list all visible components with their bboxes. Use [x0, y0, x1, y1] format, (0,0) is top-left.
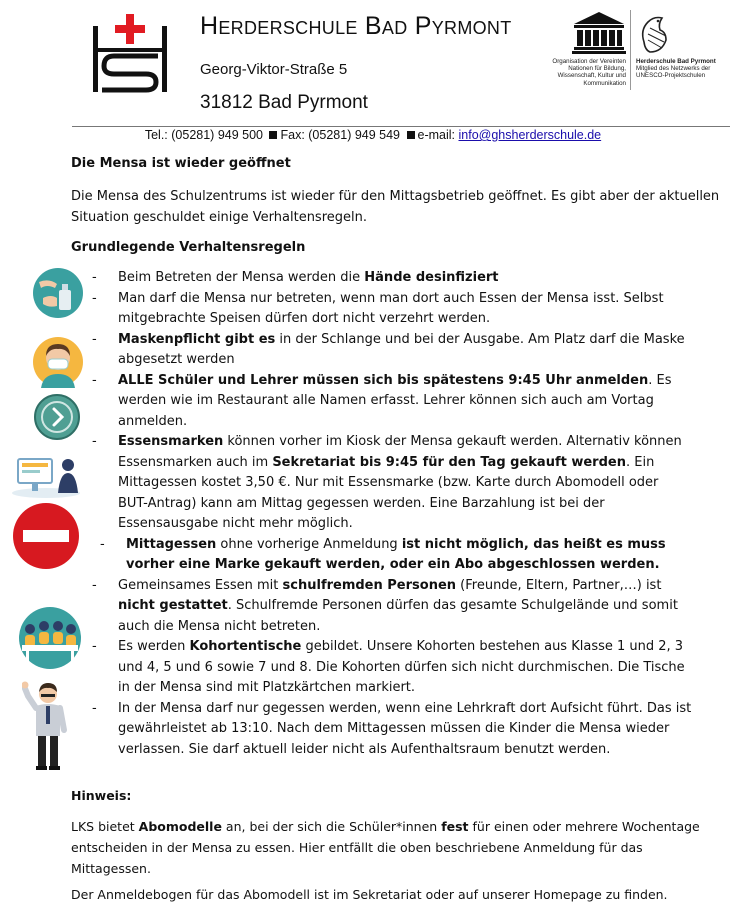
group-table-icon — [16, 607, 84, 669]
school-logo-icon — [88, 12, 172, 94]
rule-item — [92, 699, 692, 761]
rule-bold: Hände desinfiziert — [364, 270, 499, 285]
rule-bold: nicht gestattet — [118, 598, 228, 613]
unesco-caption: Organisation der Vereinten Nationen für Bildung, Wissenschaft, Kultur und Kommunikation — [552, 58, 626, 87]
rule-bold: Kohortentische — [189, 639, 302, 654]
hand-sanitizer-icon — [33, 268, 83, 318]
unesco-temple-icon — [572, 10, 626, 56]
rule-bold: Maskenpflicht gibt es — [118, 331, 276, 347]
contact-fax: Fax: (05281) 949 549 — [280, 128, 401, 142]
contact-email-link[interactable]: info@ghsherderschule.de — [458, 128, 602, 142]
rule-item — [92, 371, 692, 433]
rule-item — [92, 637, 692, 699]
note-heading: Hinweis: — [71, 788, 132, 803]
herder-bird-logo-icon — [636, 12, 672, 56]
rule-bold: ist nicht möglich, das heißt es muss vorher eine Marke gekauft werden, oder ein Abo abgeschlossen werden. — [126, 536, 666, 572]
rule-text: Man darf die Mensa nur betreten, wenn man dort auch Essen der Mensa isst. Selbst mitgebrachte Speisen dürfen dort nicht verzehrt werden. — [118, 290, 664, 326]
rule-item — [92, 330, 692, 371]
arrow-right-circle-icon — [33, 393, 81, 441]
header-divider — [72, 126, 730, 127]
contact-tel: Tel.: (05281) 949 500 — [144, 128, 263, 142]
rules-list — [92, 268, 692, 760]
note-text: an, bei der sich die Schüler*innen — [221, 819, 442, 834]
rule-text: In der Mensa darf nur gegessen werden, wenn eine Lehrkraft dort Aufsicht führt. Das ist gewährleistet ab 13:10. Nach dem Mittagessen müssen die Kinder die Mensa wieder verlassen. Sie darf aktuell leider nicht als Aufenthaltsraum benutzt werden. — [118, 700, 692, 757]
rule-bold: schulfremden Personen — [282, 577, 457, 593]
rule-text: ohne vorherige Anmeldung — [216, 536, 402, 552]
section-heading-mensa-open: Die Mensa ist wieder geöffnet — [71, 156, 291, 171]
rule-text: in der Schlange und bei der Ausgabe. Am Platz darf die Maske abgesetzt werden — [118, 331, 685, 367]
square-bullet-icon — [407, 131, 415, 139]
masked-person-icon — [33, 336, 83, 388]
square-bullet-icon — [269, 131, 277, 139]
note-bold: fest — [441, 819, 469, 834]
herder-caption — [636, 58, 740, 80]
rule-item — [92, 289, 692, 330]
rule-item — [92, 535, 692, 576]
note-bold: Abomodelle — [138, 819, 222, 834]
school-street: Georg-Viktor-Straße 5 — [200, 61, 348, 78]
rule-item — [92, 432, 692, 535]
note-text: für einen oder mehrere Wochentage entscheiden in der Mensa zu essen. Hier entfällt die oben beschriebene Anmeldung für das Mittagessen. — [71, 819, 700, 876]
herder-caption-title: Herderschule Bad Pyrmont — [636, 58, 716, 65]
herder-caption-text: Mitglied des Netzwerks der UNESCO-Projektschulen — [636, 65, 711, 80]
rule-bold: Mittagessen — [126, 536, 217, 552]
note-abo-text — [71, 816, 711, 879]
rule-text: Beim Betreten der Mensa werden die — [118, 270, 365, 285]
school-name: Herderschule Bad Pyrmont — [200, 12, 512, 40]
contact-line — [0, 128, 746, 142]
rule-text: (Freunde, Eltern, Partner,…) ist — [456, 577, 662, 593]
section-heading-rules: Grundlegende Verhaltensregeln — [71, 240, 306, 255]
rule-text: können vorher im Kiosk der Mensa gekauft werden. Alternativ können Essensmarken auch im — [118, 434, 682, 470]
contact-email-label: e-mail: — [417, 128, 456, 142]
note-text: LKS bietet — [71, 819, 139, 834]
note-form-text: Der Anmeldebogen für das Abomodell ist im Sekretariat oder auf unserer Homepage zu finden. — [71, 887, 668, 902]
rule-bold: Essensmarken — [118, 434, 224, 449]
rule-text: . Schulfremde Personen dürfen das gesamte Schulgelände und somit auch die Mensa nicht betreten. — [118, 598, 678, 634]
rule-text: Gemeinsames Essen mit — [118, 577, 283, 593]
rule-text: gebildet. Unsere Kohorten bestehen aus Klasse 1 und 2, 3 und 4, 5 und 6 sowie 7 und 8. Die Kohorten dürfen sich nicht durchmischen. Die Tische in der Mensa sind mit Platzkärtchen markiert. — [118, 639, 685, 695]
rule-text: . Ein Mittagessen kostet 3,50 €. Nur mit Essensmarke (bzw. Karte durch Abomodell oder BUT-Antrag) kann am Mittag gegessen werden. Eine Barzahlung ist bei der Essensausgabe nicht mehr möglich. — [118, 454, 659, 531]
waving-teacher-icon — [22, 680, 72, 772]
rule-text: . Es werden wie im Restaurant alle Namen erfasst. Lehrer können sich auch am Vortag anmelden. — [118, 372, 672, 429]
no-entry-icon — [12, 502, 80, 570]
rule-bold: Sekretariat bis 9:45 für den Tag gekauft werden — [272, 454, 626, 470]
rule-bold: ALLE Schüler und Lehrer müssen sich bis spätestens 9:45 Uhr anmelden — [118, 372, 649, 388]
rule-text: Es werden — [118, 639, 190, 654]
section-intro-text: Die Mensa des Schulzentrums ist wieder für den Mittagsbetrieb geöffnet. Es gibt aber der aktuellen Situation geschuldet einige Verhaltensregeln. — [71, 189, 720, 225]
school-city: 31812 Bad Pyrmont — [200, 92, 368, 113]
online-order-icon — [10, 453, 85, 499]
rule-item — [92, 576, 692, 638]
rule-item — [92, 268, 692, 289]
logo-divider — [630, 10, 631, 90]
